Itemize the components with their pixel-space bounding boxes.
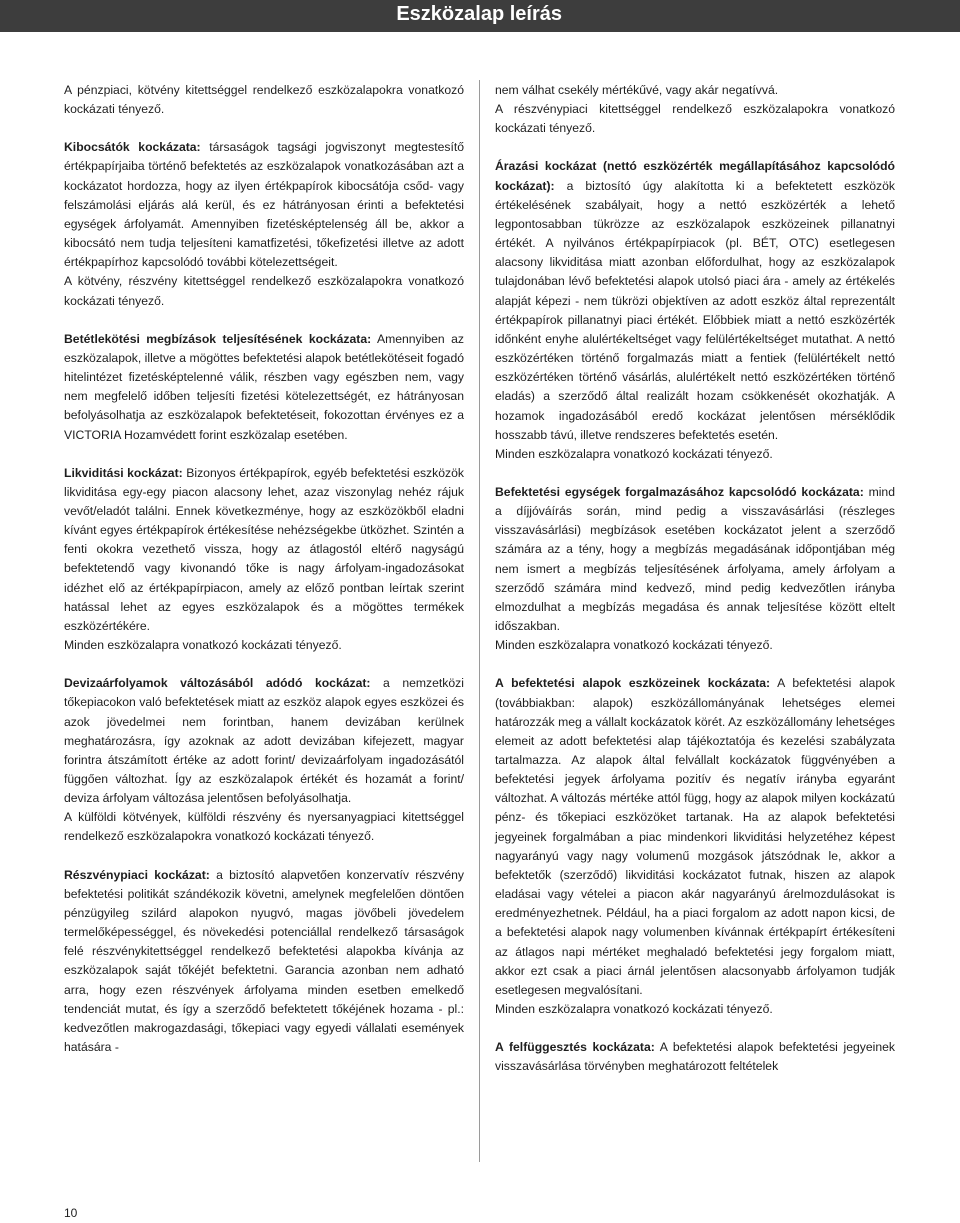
fund-assets-risk-paragraph [495,674,895,1000]
distribution-risk-heading: Befektetési egységek forgalmazásához kapcsolódó kockázata: [495,484,864,499]
equity-risk-continuation: nem válhat csekély mértékűvé, vagy akár negatívvá. [495,83,779,97]
fund-assets-risk-note: Minden eszközalapra vonatkozó kockázati tényező. [495,1002,773,1017]
fx-risk-heading: Devizaárfolyamok változásából adódó kockázat: [64,676,371,691]
distribution-risk-note: Minden eszközalapra vonatkozó kockázati tényező. [495,638,773,653]
distribution-risk-text: mind a díjjóváírás során, mind pedig a visszavásárlási (részleges visszavásárlási) megbízások esetében kockázatot jelent a szerződő számára az a tény, hogy a megbízás megadásának időpontjában még nem ismert a megbízás teljesítésének árfolyama, amely árfolyam a szerződő számára mind kedvező, mind pedig kedvezőtlen irányba elmozdulhat a megbízás megadása és annak teljesítése között eltelt időszakban. [495,484,895,634]
issuer-risk-paragraph [64,138,464,272]
fund-assets-risk-heading: A befektetési alapok eszközeinek kockázata: [495,676,771,691]
pricing-risk-text: a biztosító úgy alakította ki a befektetett eszközök értékelésének szabályait, hogy a nettó eszközérték a lehető legpontosabban tükrözze az eszközalapok eszközeinek pillanatnyi értékét. A nyilvános értékpapírpiacok (pl. BÉT, OTC) esetlegesen alacsony likviditása miatt azonban előfordulhat, hogy az eszközalapok tulajdonában lévő befektetési alapok utolsó piaci ára - amely az értékelés alapját képezi - nem tükrözi objektíven az adott eszköz által reprezentált értékpapírok pillanatnyi piaci értékét. Előbbiek miatt a nettó eszközérték időnként enyhe alulértékeltséget vagy felülértékeltséget mutathat. A nettó eszközértéken történő forgalmazás miatt a fentiek (felülértékelt nettó eszközértéken történő vásárlás, alulértékelt nettó eszközértéken történő eladás) a szerződő által realizált hozam csökkenését okozhatják. A hozamok ingadozásából eredő kockázat jelentősen mérséklődik hosszabb távú, illetve rendszeres befektetés esetén. [495,178,895,442]
pricing-risk-note: Minden eszközalapra vonatkozó kockázati tényező. [495,446,773,461]
equity-risk-paragraph [64,866,464,1058]
fx-risk-text: a nemzetközi tőkepiacokon való befektetések miatt az eszköz alapok egyes eszközei és azok jövedelmei nem forintban, hanem devizában kerülnek meghatározásra, így azoknak az adott devizában kifejezett, magyar forintra átszámított értéke az adott forint/ devizaárfolyam ingadozásától függően változhat. Így az eszközalapok értékét és hozamát a forint/ deviza árfolyam változása jelentősen befolyásolhatja. [64,676,464,806]
suspension-risk-text: A befektetési alapok befektetési jegyeinek visszavásárlása törvényben meghatározott feltételek [495,1040,896,1074]
fund-assets-risk-text: A befektetési alapok (továbbiakban: alapok) eszközállományának lehetséges elemei határozzák meg a vállalt kockázatok körét. Az eszközállomány lehetséges elemeit az adott befektetési alap tájékoztatója és kezelési szabályzata tartalmazza. Az alapok által felvállalt kockázatok függvényében a befektetési jegyek árfolyama pozitív és negatív irányba egyaránt változhat. A változás mértéke attól függ, hogy az alapok milyen kockázatú pénz- és tőkepiaci eszközöket tartanak. Ha az alapok befektetési jegyeinek forgalmában a piac mindenkori likviditási helyzetéhez képest nagyarányú vagy nagy volumenű mozgások játszódnak le, akkor a befektetők (szerződő) likviditási kockázatot futnak, hiszen az alapok eladásai vagy vételei a piacon akár nagyarányú árelmozdulásokat is eredményezhetnek. Például, ha a piaci forgalom az adott napon kicsi, de a befektetési alapok nagy volumenben kívánnak értékpapírt értékesíteni az átlagos napi mértéket meghaladó befektetési jegy forgalom miatt, akkor ezt csak a piaci árnál jelentősen alacsonyabb árfolyamon tudják esetlegesen megvalósítani. [495,676,895,997]
issuer-risk-text: társaságok tagsági jogviszonyt megtestesítő értékpapírjaiba történő befektetés az eszközalapok vonatkozásában azt a kockázatot hordozza, hogy az ilyen értékpapírok kibocsátója csőd- vagy felszámolási eljárás alá kerül, és ez hátrányosan érinti a befektetési egységek árfolyamát. Amennyiben fizetésképtelenség áll be, akkor a kibocsátó nem tudja teljesíteni kamatfizetési, tőkefizetési illetve az adott értékpapírhoz kapcsolódó további kötelezettségeit. [64,140,464,270]
equity-risk-heading: Részvénypiaci kockázat: [64,867,210,882]
intro-paragraph: A pénzpiaci, kötvény kitettséggel rendelkező eszközalapokra vonatkozó kockázati tényező. [64,83,464,117]
deposit-risk-heading: Betétlekötési megbízások teljesítésének kockázata: [64,331,372,346]
distribution-risk-paragraph [495,483,895,636]
liquidity-risk-paragraph [64,464,464,636]
deposit-risk-paragraph [64,330,464,445]
issuer-risk-heading: Kibocsátók kockázata: [64,140,201,155]
left-column [64,81,464,1057]
header-bar [0,0,960,32]
page-title: Eszközalap leírás [396,3,562,25]
column-divider [479,80,480,1162]
fx-risk-paragraph [64,674,464,808]
equity-risk-text: a biztosító alapvetően konzervatív részvény befektetési politikát szándékozik követni, amelynek megfelelően döntően pénzügyileg szilárd alapokon nyugvó, magas jövőbeli jövedelem termelőképességgel, és növekedési potenciállal rendelkező társaságok felé részvénykitettséggel rendelkező befektetési alapokba kívánja az eszközalapok saját tőkéjét befektetni. Garancia azonban nem adható arra, hogy ezen részvények árfolyama minden esetben emelkedő tendenciát mutat, és így a szerződő befektetett tőkéjének hozama - pl.: kedvezőtlen makrogazdasági, tőkepiaci vagy egyedi vállalati események hatására - [64,867,464,1055]
page-number: 10 [64,1206,78,1220]
pricing-risk-heading: Árazási kockázat (nettó eszközérték megállapításához kapcsolódó kockázat): [495,159,895,193]
pricing-risk-paragraph [495,157,895,444]
liquidity-risk-note: Minden eszközalapra vonatkozó kockázati tényező. [64,638,342,653]
right-column [495,81,895,1077]
suspension-risk-paragraph [495,1038,895,1076]
issuer-risk-note: A kötvény, részvény kitettséggel rendelkező eszközalapokra vonatkozó kockázati tényező. [64,274,464,308]
liquidity-risk-heading: Likviditási kockázat: [64,465,183,480]
deposit-risk-text: Amennyiben az eszközalapok, illetve a mögöttes befektetési alapok betétlekötéseit fogadó hitelintézet fizetésképtelenné válik, részben vagy egészben nem, vagy nem megfelelő időben teljesíti fizetési kötelezettségét, ez hátrányosan befolyásolhatja az eszközalapok befektetéseit, fokozottan érvényes ez a VICTORIA Hozamvédett forint eszközalap esetében. [64,331,464,442]
fx-risk-note: A külföldi kötvények, külföldi részvény és nyersanyagpiaci kitettséggel rendelkező eszközalapokra vonatkozó kockázati tényező. [64,810,464,844]
equity-risk-note: A részvénypiaci kitettséggel rendelkező eszközalapokra vonatkozó kockázati tényező. [495,102,895,136]
liquidity-risk-text: Bizonyos értékpapírok, egyéb befektetési eszközök likviditása egy-egy piacon alacsony lehet, azaz viszonylag nehéz rájuk vevőt/eladót találni. Ennek következménye, hogy az eszközökből eladni kívánt egyes értékpapírok értékesítése nehézségekbe ütközhet. Szintén a fenti okokra vezethető vissza, hogy az átlagostól eltérő nagyságú befektetendő vagy kivonandó tőke is nagy árfolyam-ingadozásokat idézhet elő az értékpapírpiacon, amely az előző pontban leírtak szerint hatással lehet az egyes eszközalapok és a mögöttes termékek eszközértékére. [64,465,464,633]
suspension-risk-heading: A felfüggesztés kockázata: [495,1040,655,1055]
